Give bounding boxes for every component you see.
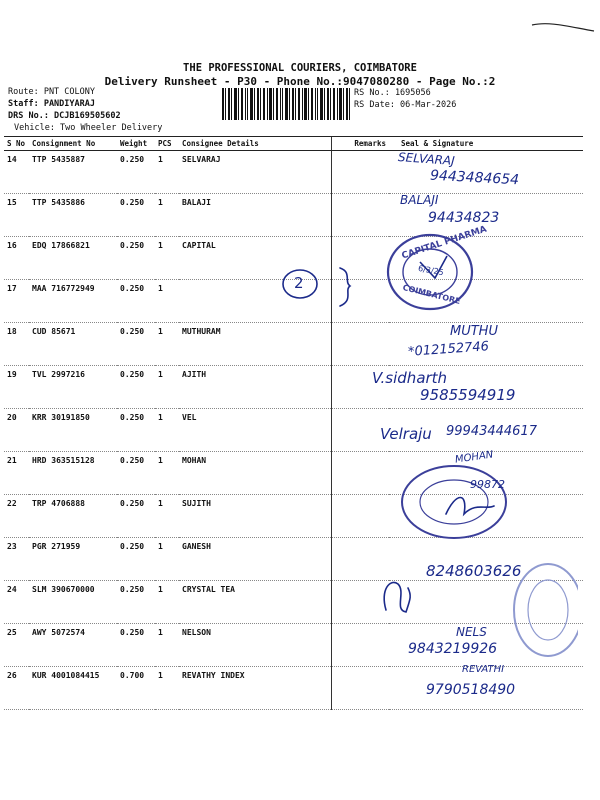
handwritten-phone: *012152746: [407, 339, 490, 360]
cell-weight: 0.250: [117, 237, 155, 280]
rs-date: RS Date: 06-Mar-2026: [354, 100, 457, 110]
cell-consignment: SLM 390670000: [29, 581, 117, 624]
cell-consignment: HRD 363515128: [29, 452, 117, 495]
cell-consignee: SUJITH: [179, 495, 331, 538]
handwritten-phone: 9443484654: [429, 167, 520, 189]
cell-consignee: REVATHY INDEX: [179, 667, 331, 710]
cell-pcs: 1: [155, 237, 179, 280]
cell-weight: 0.250: [117, 581, 155, 624]
handwritten-name: V.sidharth: [372, 369, 448, 387]
stamp-city: COIMBATORE: [401, 282, 462, 307]
pen-stroke-decoration: [530, 15, 596, 35]
cell-consignment: CUD 85671: [29, 323, 117, 366]
handwritten-phone: 8248603626: [426, 562, 522, 580]
cell-pcs: 1: [155, 194, 179, 237]
cell-consignment: TRP 4706888: [29, 495, 117, 538]
cell-consignee: MOHAN: [179, 452, 331, 495]
cell-weight: 0.250: [117, 151, 155, 194]
cell-pcs: 1: [155, 624, 179, 667]
col-weight: Weight: [117, 137, 155, 151]
col-consignment: Consignment No: [29, 137, 117, 151]
cell-weight: 0.250: [117, 538, 155, 581]
cell-sno: 21: [4, 452, 29, 495]
table-header-row: [4, 137, 583, 151]
cell-sno: 18: [4, 323, 29, 366]
crystal-tea-stamp: [508, 560, 578, 660]
cell-sno: 25: [4, 624, 29, 667]
cell-consignee: VEL: [179, 409, 331, 452]
cell-sno: 26: [4, 667, 29, 710]
col-pcs: PCS: [155, 137, 179, 151]
cell-pcs: 1: [155, 280, 179, 323]
handwritten-mark: 2: [294, 274, 304, 292]
cell-remarks: [331, 194, 389, 237]
cell-pcs: 1: [155, 452, 179, 495]
page-subtitle: Delivery Runsheet - P30 - Phone No.:9047080280 - Page No.:2: [104, 75, 496, 88]
cell-consignee: AJITH: [179, 366, 331, 409]
cell-sno: 22: [4, 495, 29, 538]
vehicle-label: Vehicle: Two Wheeler Delivery: [14, 123, 163, 133]
cell-pcs: 1: [155, 409, 179, 452]
cell-consignee: CRYSTAL TEA: [179, 581, 331, 624]
handwritten-phone: 99943444617: [446, 424, 537, 439]
cell-consignee: MUTHURAM: [179, 323, 331, 366]
cell-remarks: [331, 667, 389, 710]
staff-label: Staff: PANDIYARAJ: [8, 99, 95, 109]
cell-sno: 24: [4, 581, 29, 624]
cell-weight: 0.250: [117, 366, 155, 409]
rs-number: RS No.: 1695056: [354, 88, 431, 98]
cell-sno: 17: [4, 280, 29, 323]
stamp-date: 6/3/25: [417, 263, 445, 278]
cell-consignment: KRR 30191850: [29, 409, 117, 452]
col-seal: Seal & Signature: [389, 137, 583, 151]
cell-weight: 0.250: [117, 452, 155, 495]
handwritten-phone: 99872: [470, 478, 505, 491]
cell-consignment: AWY 5072574: [29, 624, 117, 667]
page-title: THE PROFESSIONAL COURIERS, COIMBATORE: [183, 62, 417, 74]
circled-mark: [278, 262, 364, 310]
cell-sno: 16: [4, 237, 29, 280]
cell-remarks: [331, 323, 389, 366]
barcode: [222, 88, 350, 120]
cell-pcs: 1: [155, 581, 179, 624]
handwritten-name: MUTHU: [450, 324, 498, 339]
cell-consignment: KUR 4001084415: [29, 667, 117, 710]
handwritten-name: MOHAN: [454, 449, 494, 466]
drs-label: DRS No.: DCJB169505602: [8, 111, 121, 121]
handwritten-phone: 9585594919: [420, 386, 516, 404]
cell-remarks: [331, 151, 389, 194]
handwritten-phone: 9843219926: [408, 641, 498, 657]
cell-sno: 19: [4, 366, 29, 409]
handwritten-name: REVATHI: [462, 664, 505, 675]
cell-remarks: [331, 495, 389, 538]
cell-consignment: TVL 2997216: [29, 366, 117, 409]
cell-consignee: GANESH: [179, 538, 331, 581]
cell-weight: 0.700: [117, 667, 155, 710]
cell-consignment: TTP 5435886: [29, 194, 117, 237]
cell-consignee: SELVARAJ: [179, 151, 331, 194]
company-stamp: [398, 462, 510, 542]
col-consignee: Consignee Details: [179, 137, 331, 151]
cell-weight: 0.250: [117, 624, 155, 667]
table-row: [4, 581, 583, 624]
handwritten-phone: 9790518490: [426, 682, 516, 698]
cell-sno: 14: [4, 151, 29, 194]
handwritten-signature: Velraju: [380, 425, 432, 443]
cell-weight: 0.250: [117, 280, 155, 323]
handwritten-signature: [376, 570, 416, 620]
col-sno: S No: [4, 137, 29, 151]
cell-consignee: CAPITAL: [179, 237, 331, 280]
cell-consignment: MAA 716772949: [29, 280, 117, 323]
handwritten-name: SELVARAJ: [397, 150, 456, 168]
route-label: Route: PNT COLONY: [8, 87, 95, 97]
handwritten-name: NELS: [456, 625, 487, 639]
cell-pcs: 1: [155, 323, 179, 366]
cell-pcs: 1: [155, 151, 179, 194]
cell-pcs: 1: [155, 366, 179, 409]
col-remarks: Remarks: [331, 137, 389, 151]
cell-consignee: NELSON: [179, 624, 331, 667]
cell-sno: 20: [4, 409, 29, 452]
handwritten-phone: 94434823: [428, 210, 500, 226]
cell-consignment: EDQ 17866821: [29, 237, 117, 280]
cell-consignee: BALAJI: [179, 194, 331, 237]
cell-weight: 0.250: [117, 409, 155, 452]
cell-consignment: PGR 271959: [29, 538, 117, 581]
cell-remarks: [331, 624, 389, 667]
cell-weight: 0.250: [117, 323, 155, 366]
cell-sno: 15: [4, 194, 29, 237]
cell-remarks: [331, 452, 389, 495]
cell-pcs: 1: [155, 667, 179, 710]
cell-weight: 0.250: [117, 495, 155, 538]
cell-consignment: TTP 5435887: [29, 151, 117, 194]
cell-weight: 0.250: [117, 194, 155, 237]
cell-pcs: 1: [155, 538, 179, 581]
handwritten-name: BALAJI: [400, 193, 439, 207]
stamp-text: CAPITAL PHARMA: [400, 224, 489, 262]
cell-pcs: 1: [155, 495, 179, 538]
cell-sno: 23: [4, 538, 29, 581]
